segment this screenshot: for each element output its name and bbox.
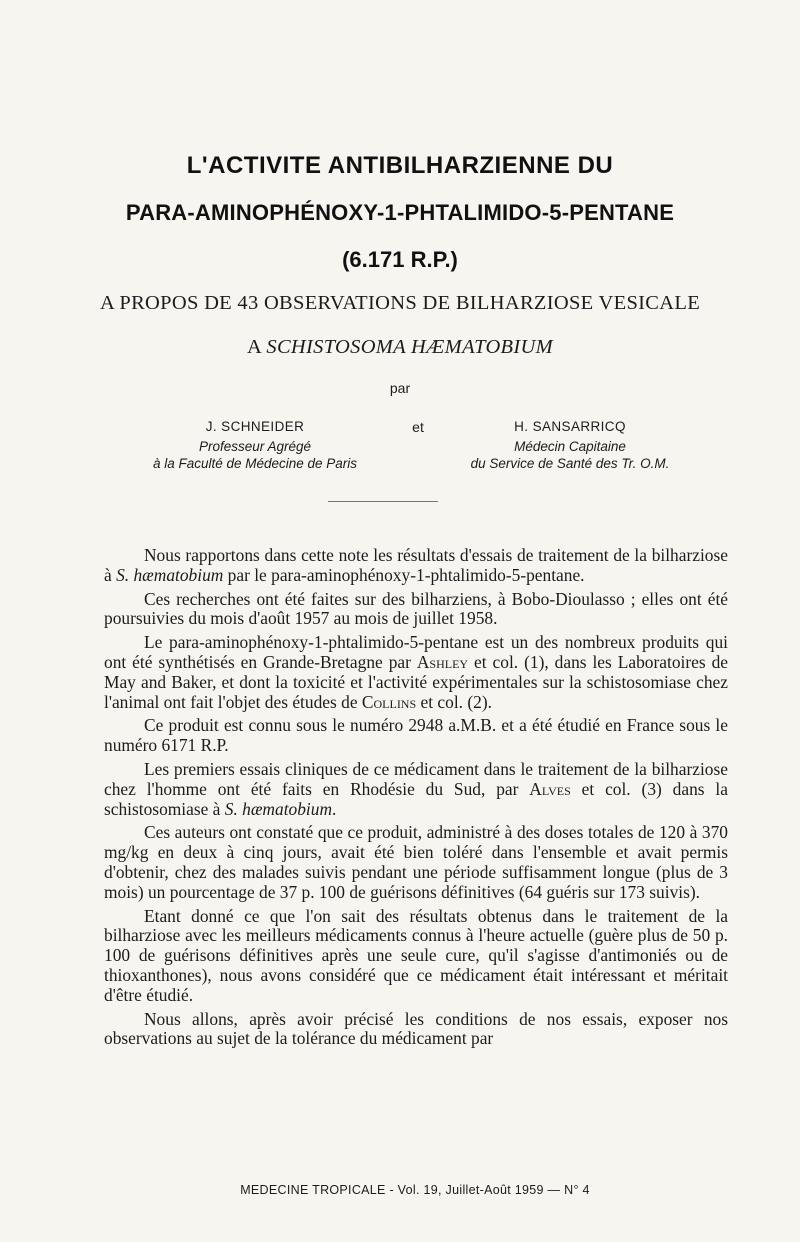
p5-text-a: Les premiers essais cliniques de ce médicament dans le traitement de la bilharziose chez l'homme ont été faits en Rhodésie du Sud, par <box>104 758 728 799</box>
subtitle-line-1: A PROPOS DE 43 OBSERVATIONS DE BILHARZIOSE VESICALE <box>99 292 701 314</box>
article-body <box>104 546 728 1053</box>
author-right-name: H. SANSARRICQ <box>514 419 626 434</box>
author-left-role-2: à la Faculté de Médecine de Paris <box>152 456 358 471</box>
paragraph-1 <box>104 546 728 586</box>
author-left-role-1: Professeur Agrégé <box>198 439 312 454</box>
paragraph-8: Nous allons, après avoir précisé les conditions de nos essais, exposer nos observations au sujet de la tolérance du médicament par <box>104 1008 728 1049</box>
paragraph-3 <box>104 633 728 712</box>
p5-species: S. hæmatobium <box>224 798 332 819</box>
article-title-line-1: L'ACTIVITE ANTIBILHARZIENNE DU <box>186 152 614 179</box>
p3-author-collins: Collins <box>361 691 417 712</box>
author-right-role-2: du Service de Santé des Tr. O.M. <box>470 456 670 471</box>
p1-text-c: par le para-aminophénoxy-1-phtalimido-5-pentane. <box>223 564 585 585</box>
author-right <box>430 419 710 472</box>
journal-footer: MEDECINE TROPICALE - Vol. 19, Juillet-Août 1959 — N° 4 <box>240 1183 590 1197</box>
article-title-line-2: PARA-AMINOPHÉNOXY-1-PHTALIMIDO-5-PENTANE <box>125 200 675 225</box>
p3-text-e: et col. (2). <box>416 691 492 712</box>
paragraph-2: Ces recherches ont été faites sur des bilharziens, à Bobo-Dioulasso ; elles ont été poursuivies du mois d'août 1957 au mois de juillet 1958. <box>104 588 728 629</box>
subtitle-prefix: A <box>246 336 261 358</box>
section-divider <box>328 501 438 502</box>
p5-text-e: . <box>332 798 337 819</box>
p5-text-c: et col. (3) dans la schistosomiase à <box>104 778 728 819</box>
subtitle-species: SCHISTOSOMA HÆMATOBIUM <box>266 336 553 358</box>
paragraph-6: Ces auteurs ont constaté que ce produit, administré à des doses totales de 120 à 370 mg/kg en deux à cinq jours, avait été bien toléré dans l'ensemble et avait permis d'obtenir, chez des malades suivis pendant une période suffisamment longue (plus de 3 mois) un pourcentage de 37 p. 100 de guérisons définitives (64 guéris sur 173 suivis). <box>104 822 728 902</box>
authors-conjunction: et <box>412 419 424 435</box>
p1-text-a: Nous rapportons dans cette note les résultats d'essais de traitement de la bilharziose à <box>104 545 728 585</box>
author-right-role-1: Médecin Capitaine <box>514 439 626 454</box>
article-title-line-3: (6.171 R.P.) <box>342 247 458 272</box>
author-left-name: J. SCHNEIDER <box>205 419 305 434</box>
paragraph-4: Ce produit est connu sous le numéro 2948 a.M.B. et a été étudié en France sous le numéro 6171 R.P. <box>104 715 728 756</box>
p5-author-alves: Alves <box>529 778 571 799</box>
p1-species: S. hæmatobium <box>116 564 224 585</box>
p3-author-ashley: Ashley <box>416 651 469 672</box>
author-left <box>110 419 400 472</box>
paragraph-5 <box>104 760 728 819</box>
subtitle-line-2 <box>0 336 800 359</box>
byline-par: par <box>389 380 411 396</box>
p3-text-c: et col. (1), dans les Laboratoires de May and Baker, et dont la toxicité et l'activité expérimentales sur la schistosomiase chez l'animal ont fait l'objet des études de <box>104 651 728 712</box>
paragraph-7: Etant donné ce que l'on sait des résultats obtenus dans le traitement de la bilharziose avec les meilleurs médicaments connus à l'heure actuelle (guère plus de 50 p. 100 de guérisons définitives après une seule cure, qu'il s'agisse d'antimoniés ou de thioxanthones), nous avons considéré que ce médicament était intéressant et méritait d'être étudié. <box>104 905 728 1005</box>
p3-text-a: Le para-aminophénoxy-1-phtalimido-5-pentane est un des nombreux produits qui ont été synthétisés en Grande-Bretagne par <box>104 632 728 672</box>
